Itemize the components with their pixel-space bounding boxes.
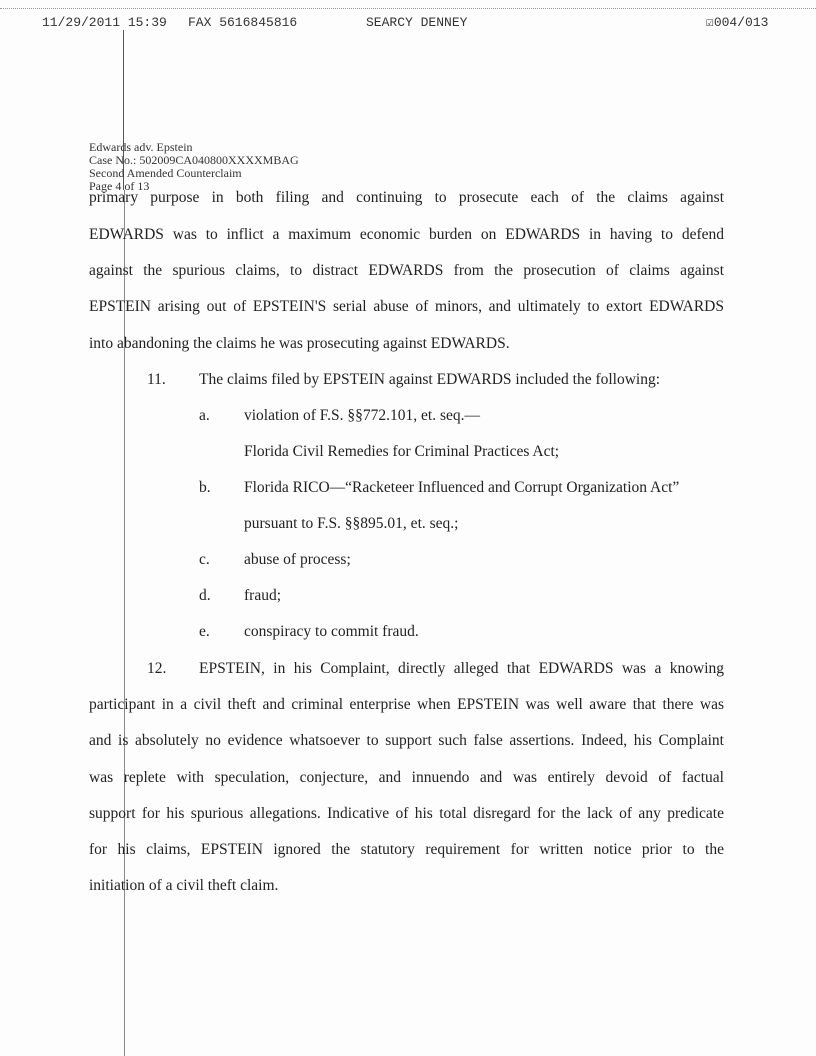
list-item: pursuant to F.S. §§895.01, et. seq.; <box>244 515 459 532</box>
fax-page-number: ☑004/013 <box>706 15 769 30</box>
list-item: abuse of process; <box>244 551 351 568</box>
body-line: initiation of a civil theft claim. <box>89 877 279 894</box>
list-item: fraud; <box>244 587 282 604</box>
body-line: EDWARDS was to inflict a maximum economic burden on EDWARDS in having to defend <box>89 226 724 243</box>
body-line: for his claims, EPSTEIN ignored the statutory requirement for written notice prior to the <box>89 841 724 858</box>
fax-sender: SEARCY DENNEY <box>366 15 468 30</box>
list-item: violation of F.S. §§772.101, et. seq.— <box>244 407 480 424</box>
body-line: was replete with speculation, conjecture, and innuendo and was entirely devoid of factual <box>89 769 724 786</box>
list-item: conspiracy to commit fraud. <box>244 623 419 640</box>
fax-number: FAX 5616845816 <box>188 15 298 30</box>
paragraph-number: 11. <box>147 371 166 388</box>
list-letter: d. <box>199 587 211 604</box>
case-caption <box>89 141 299 193</box>
body-line: participant in a civil theft and criminal enterprise when EPSTEIN was well aware that there was <box>89 696 724 713</box>
paragraph-number: 12. <box>147 660 167 677</box>
list-item: Florida RICO—“Racketeer Influenced and Corrupt Organization Act” <box>244 479 680 496</box>
body-line: support for his spurious allegations. Indicative of his total disregard for the lack of any predicate <box>89 805 724 822</box>
body-line: and is absolutely no evidence whatsoever to support such false assertions. Indeed, his Complaint <box>89 732 724 749</box>
fax-icon: ☑ <box>706 15 714 30</box>
list-item: Florida Civil Remedies for Criminal Practices Act; <box>244 443 560 460</box>
scan-line <box>124 190 125 1056</box>
body-line: into abandoning the claims he was prosecuting against EDWARDS. <box>89 335 510 352</box>
body-line: against the spurious claims, to distract EDWARDS from the prosecution of claims against <box>89 262 724 279</box>
caption-line: Page 4 of 13 <box>89 179 150 193</box>
caption-line: Edwards adv. Epstein <box>89 140 193 154</box>
list-letter: c. <box>199 551 210 568</box>
fax-datetime: 11/29/2011 15:39 <box>42 15 167 30</box>
list-letter: a. <box>199 407 210 424</box>
caption-line: Second Amended Counterclaim <box>89 166 242 180</box>
body-line: EPSTEIN arising out of EPSTEIN'S serial abuse of minors, and ultimately to extort EDWARDS <box>89 298 724 315</box>
list-letter: e. <box>199 623 210 640</box>
list-letter: b. <box>199 479 211 496</box>
caption-line: Case No.: 502009CA040800XXXXMBAG <box>89 153 299 167</box>
body-line: EPSTEIN, in his Complaint, directly alleged that EDWARDS was a knowing <box>199 660 724 677</box>
body-line: The claims filed by EPSTEIN against EDWARDS included the following: <box>199 371 661 388</box>
body-line: primary purpose in both filing and continuing to prosecute each of the claims against <box>89 189 724 206</box>
fax-header <box>0 8 816 31</box>
